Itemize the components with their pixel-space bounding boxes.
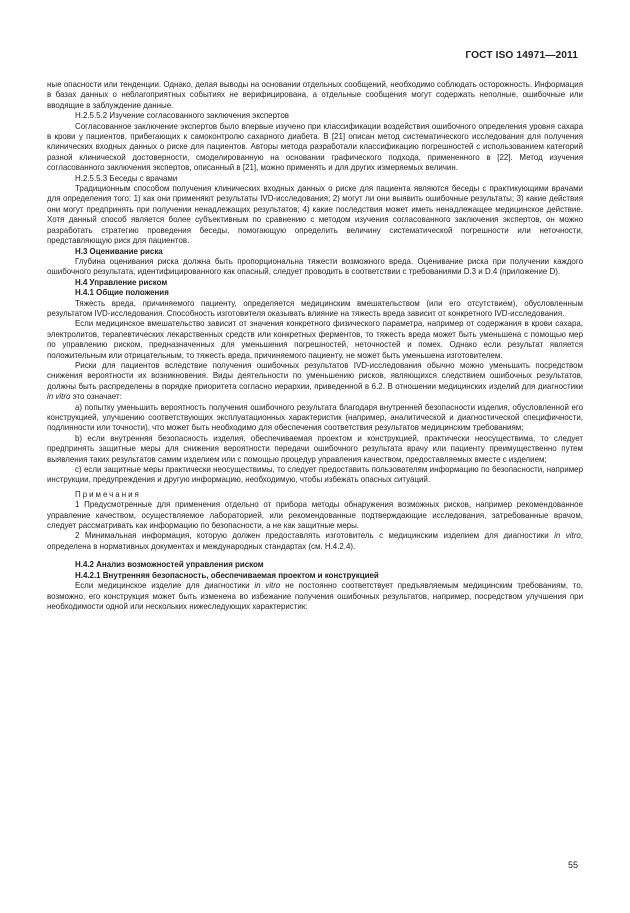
text-run: это означает: bbox=[72, 392, 122, 402]
document-header: ГОСТ ISO 14971—2011 bbox=[465, 50, 578, 61]
paragraph: Согласованное заключение экспертов было впервые изучено при классификации воздействия ошибочного определения уровня сахара в крови у пациентов, прибегающих к самоконтролю сахарного диабета. В [21] описан метод систематического исследования для получения клинических входных данных о риске для пациентов. Авторы метода разработали классификацию погрешностей с использованием категорий разной клинической достоверности, смоделированную на основании графического подхода, примененного в [22]. Метод изучения согласованного заключения экспертов, описанный в [21], можно применять и для других измеряемых величин. bbox=[47, 121, 583, 173]
paragraph: Традиционным способом получения клинических входных данных о риске для пациента являются беседы с практикующими врачами для определения того: 1) как они применяют результаты IVD-исследования; 2) могут ли они выявить ошибочные результаты; 3) какие действия они могут предпринять при получении ненадлежащих результатов; 4) какие последствия может иметь ненадлежащее медицинское действие. Хотя данный способ является более субъективным по сравнению с методом изучения согласованного заключения экспертов, он можно разработать стратегию проведения беседы, помогающую определить величину систематической погрешности или неточности, представляющую риск для пациентов. bbox=[47, 184, 583, 246]
text-run-italic: in vitro bbox=[47, 392, 71, 402]
list-item: а) попытку уменьшить вероятность получения ошибочного результата благодаря внутренней безопасности изделия, обусловленной его конструкцией, улучшению соответствующих эксплуатационных характеристик (например, аналитической и диагностической специфичности, подлинности или точности), что может быть необходимо для обеспечения соответствия результатов медицинским требованиям; bbox=[47, 402, 583, 433]
text-run: , определена в нормативных документах и международных стандартах (см. Н.4.2.4). bbox=[47, 531, 583, 551]
list-item: b) если внутренняя безопасность изделия, обеспечиваемая проектом и конструкцией, практически неосуществима, то следует предпринять защитные меры для снижения вероятности передачи ошибочного результата врачу или пациенту преимущественно путем выявления таких результатов самим изделием или с помощью процедур управления качеством, предоставляемых вместе с изделием; bbox=[47, 433, 583, 464]
document-body bbox=[47, 80, 583, 612]
section-heading: Н.3 Оценивание риска bbox=[75, 246, 163, 256]
paragraph: Тяжесть вреда, причиняемого пациенту, определяется медицинским вмешательством (или его отсутствием), обусловленным результатом IVD-исследования. Способность изготовителя оказывать влияние на тяжесть вреда зависит от конкретного IVD-исследования. bbox=[47, 298, 583, 318]
section-heading: Н.4.2 Анализ возможностей управления риском bbox=[75, 560, 264, 570]
subsection-title: Н.2.5.5.2 Изучение согласованного заключения экспертов bbox=[75, 111, 290, 121]
paragraph: Если медицинское вмешательство зависит от значения конкретного физического параметра, например от содержания в крови сахара, электролитов, терапевтических лекарственных средств или конкретных ферментов, то тяжесть вреда может быть уменьшена с помощью мер по управлению риском, предназначенных для уменьшения погрешностей, неточностей и помех. Однако если результат является положительным или отрицательным, то тяжесть вреда, причиняемого пациенту, не может быть уменьшена изготовителем. bbox=[47, 319, 583, 360]
text-run: Если медицинское изделие для диагностики bbox=[75, 581, 250, 591]
page-number: 55 bbox=[567, 860, 578, 870]
note-item: 1 Предусмотренные для применения отдельно от прибора методы обнаружения возможных рисков, например рекомендованное управление качеством, осуществляемое лабораторией, или рекомендованные подтверждающие исследования, затребованные врачом, следует рассматривать как информацию по безопасности, а не как защитные меры. bbox=[47, 500, 583, 531]
paragraph: ные опасности или тенденции. Однако, делая выводы на основании отдельных сообщений, необходимо соблюдать осторожность. Информация в базах данных о неблагоприятных событиях не верифицирована, а отдельные сообщения могут содержать неполные, ошибочные или вводящие в заблуждение данные. bbox=[47, 80, 583, 110]
text-run: не постоянно соответствует предъявляемым медицинским требованиям, то, возможно, его конструкция может быть изменена во избежание получения ошибочных результатов, например, посредством улучшения при необходимости одной или нескольких нижеследующих характеристик: bbox=[47, 581, 583, 611]
notes-title: Примечания bbox=[75, 489, 141, 499]
paragraph bbox=[47, 361, 583, 403]
section-heading: Н.4.2.1 Внутренняя безопасность, обеспечиваемая проектом и конструкцией bbox=[75, 570, 379, 580]
paragraph bbox=[47, 581, 583, 612]
text-run-italic: in vitro bbox=[254, 581, 281, 591]
section-heading: Н.4 Управление риском bbox=[75, 277, 168, 287]
text-run: 2 Минимальная информация, которую должен предоставлять изготовитель с медицинским изделием для диагностики bbox=[75, 531, 549, 541]
subsection-title: Н.2.5.5.3 Беседы с врачами bbox=[75, 173, 178, 183]
section-heading: Н.4.1 Общие положения bbox=[75, 288, 169, 298]
text-run-italic: in vitro bbox=[554, 531, 581, 541]
list-item: c) если защитные меры практически неосуществимы, то следует предоставить пользователям информацию по безопасности, например инструкции, предупреждения и другую информацию, необходимую, чтобы избежать опасных ситуаций. bbox=[47, 465, 583, 485]
note-item bbox=[47, 531, 583, 552]
text-run: Риски для пациентов вследствие получения ошибочных результатов IVD-исследования обычно можно уменьшить посредством снижения вероятности их возникновения. Виды деятельности по уменьшению рисков, являющихся следствием ошибочных результатов, должны быть распределены в порядке приоритета согласно иерархии, приведенной в 6.2. В отношении медицинских изделий для диагностики bbox=[47, 360, 583, 391]
paragraph: Глубина оценивания риска должна быть пропорциональна тяжести возможного вреда. Оценивание риска при получении каждого ошибочного результата, идентифицированного как опасный, следует проводить в соответствии с требованиями D.3 и D.4 (приложение D). bbox=[47, 256, 583, 277]
